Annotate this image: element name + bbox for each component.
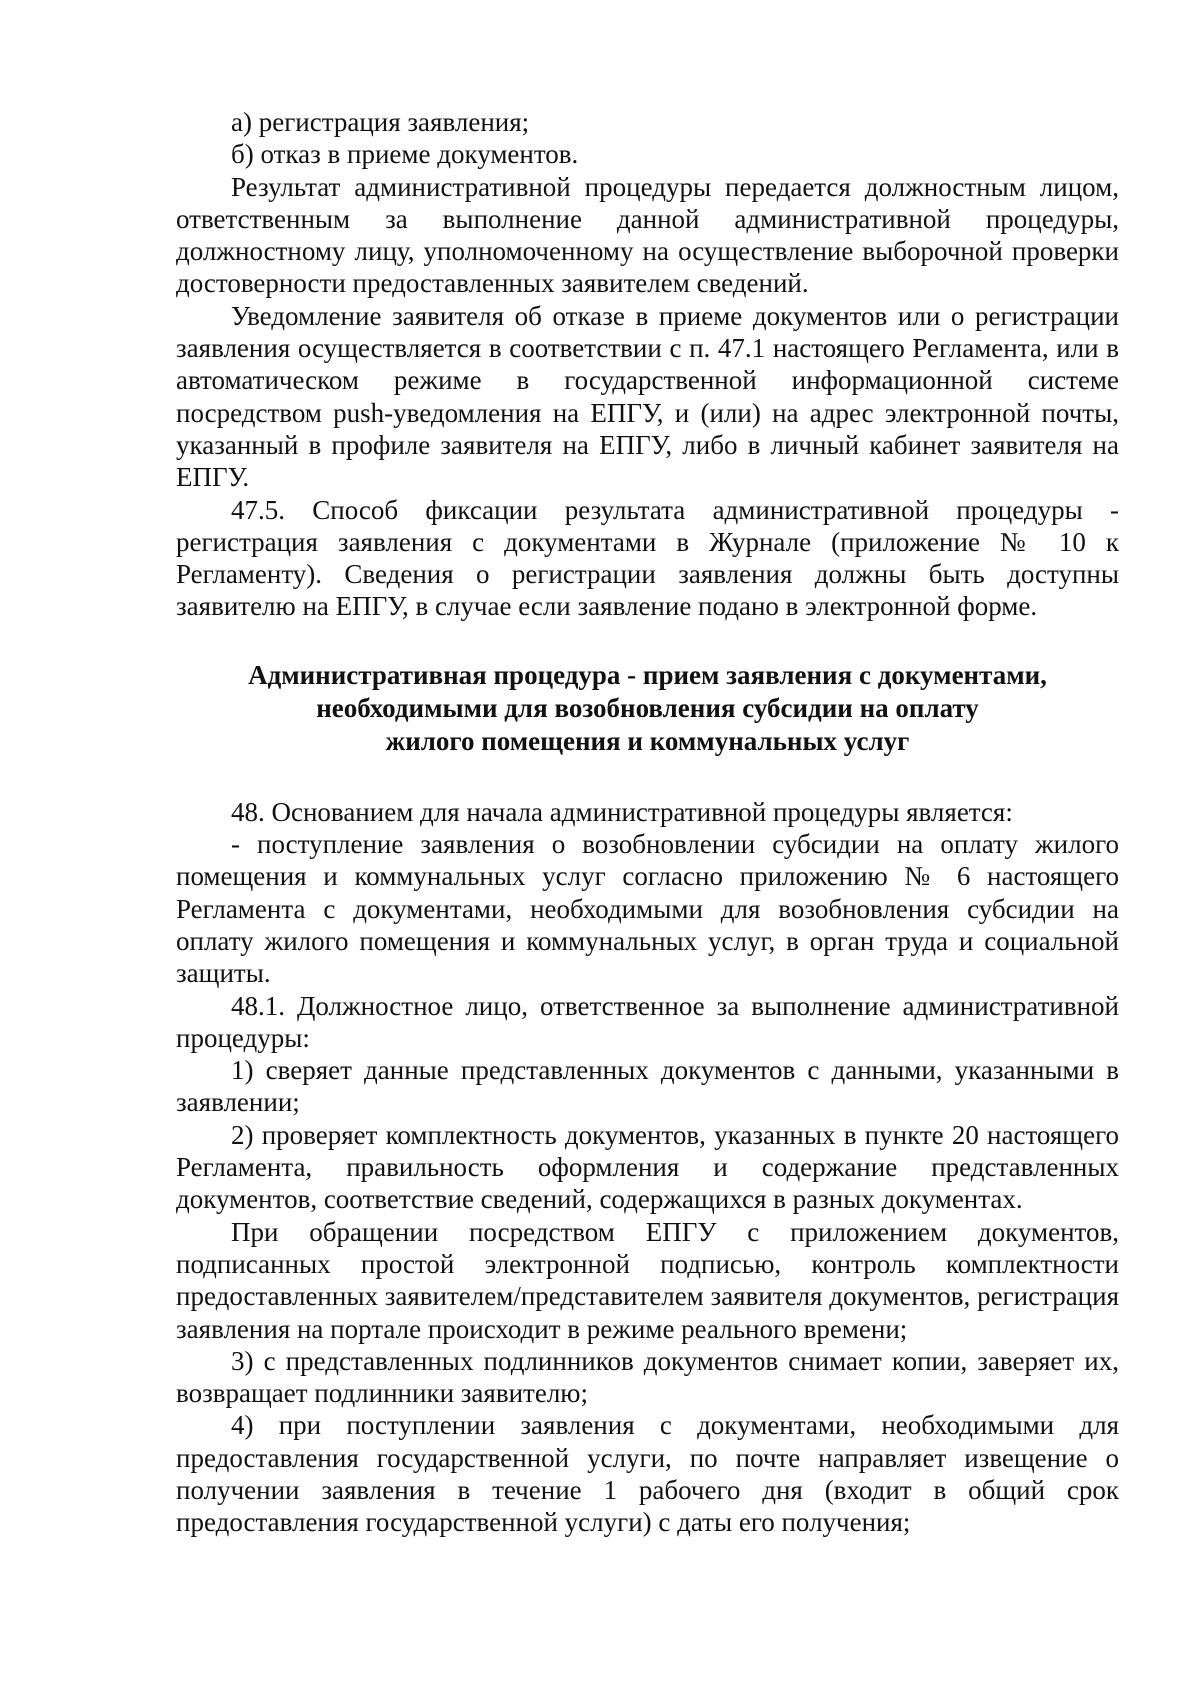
paragraph-48-1-item-2: 2) проверяет комплектность документов, указанных в пункте 20 настоящего Регламента, правильность оформления и содержание представленных документов, соответствие сведений, содержащихся в разных документах. xyxy=(176,1119,1119,1215)
paragraph-48: 48. Основанием для начала административной процедуры является: xyxy=(231,796,1013,827)
paragraph-47-5: 47.5. Способ фиксации результата административной процедуры - регистрация заявления с документами в Журнале (приложение № 10 к Регламенту). Сведения о регистрации заявления должны быть доступны заявителю на ЕПГУ, в случае если заявление подано в электронной форме. xyxy=(176,494,1119,622)
paragraph-48-1-item-1: 1) сверяет данные представленных документов с данными, указанными в заявлении; xyxy=(176,1055,1119,1118)
paragraph-48-1: 48.1. Должностное лицо, ответственное за выполнение административной процедуры: xyxy=(176,990,1119,1053)
paragraph-48-1-item-4: 4) при поступлении заявления с документами, необходимыми для предоставления государственной услуги, по почте направляет извещение о получении заявления в течение 1 рабочего дня (входит в общий срок предоставления государственной услуги) с даты его получения; xyxy=(176,1410,1119,1538)
section-heading-line-3: жилого помещения и коммунальных услуг xyxy=(385,725,910,756)
paragraph-48-1-item-3: 3) с представленных подлинников документов снимает копии, заверяет их, возвращает подлинники заявителю; xyxy=(176,1345,1119,1409)
section-heading-line-2: необходимыми для возобновления субсидии на оплату xyxy=(316,692,979,723)
paragraph-item-b: б) отказ в приеме документов. xyxy=(231,139,579,170)
paragraph-item-a: а) регистрация заявления; xyxy=(231,107,530,137)
paragraph-result-transfer: Результат административной процедуры передается должностным лицом, ответственным за выполнение данной административной процедуры, должностному лицу, уполномоченному на осуществление выборочной проверки достоверности предоставленных заявителем сведений. xyxy=(176,171,1119,299)
section-heading-line-1: Административная процедура - прием заявления с документами, xyxy=(248,659,1047,690)
paragraph-48-receipt: - поступление заявления о возобновлении субсидии на оплату жилого помещения и коммунальных услуг согласно приложению № 6 настоящего Регламента с документами, необходимыми для возобновления субсидии на оплату жилого помещения и коммунальных услуг, в орган труда и социальной защиты. xyxy=(176,829,1119,989)
section-heading xyxy=(176,659,1119,758)
paragraph-epgu-control: При обращении посредством ЕПГУ с приложением документов, подписанных простой электронной подписью, контроль комплектности предоставленных заявителем/представителем заявителя документов, регистрация заявления на портале происходит в режиме реального времени; xyxy=(176,1216,1119,1344)
paragraph-notification: Уведомление заявителя об отказе в приеме документов или о регистрации заявления осуществляется в соответствии с п. 47.1 настоящего Регламента, или в автоматическом режиме в государственной информационной системе посредством push-уведомления на ЕПГУ, и (или) на адрес электронной почты, указанный в профиле заявителя на ЕПГУ, либо в личный кабинет заявителя на ЕПГУ. xyxy=(176,300,1119,493)
document-page xyxy=(176,106,1119,1539)
